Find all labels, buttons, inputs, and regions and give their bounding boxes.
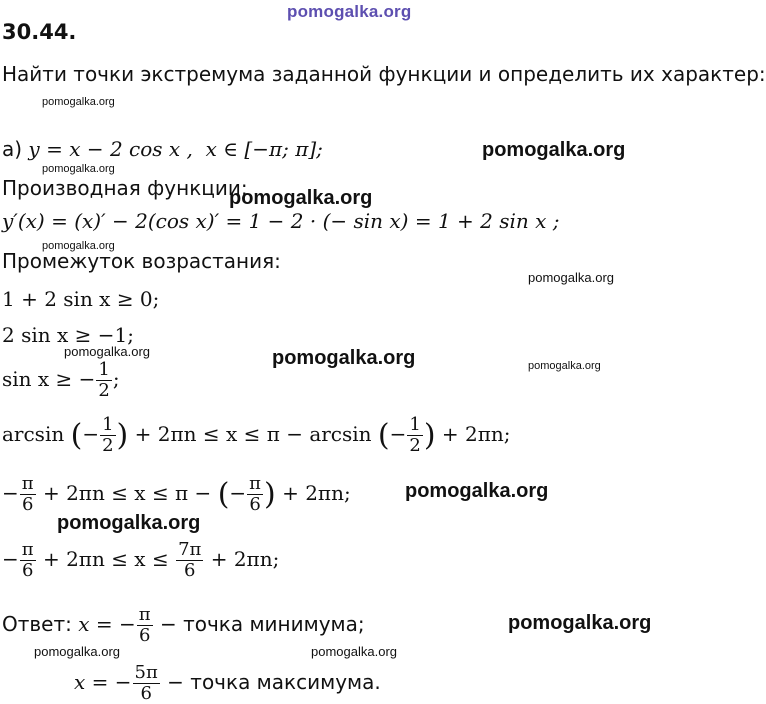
step4-part: + 2πn;: [441, 422, 511, 446]
step5-part: + 2πn;: [282, 481, 351, 505]
fraction: [100, 415, 115, 456]
fraction-denominator: 2: [98, 380, 110, 401]
fraction-numerator: π: [21, 473, 34, 494]
fraction: [137, 605, 153, 646]
watermark-small: pomogalka.org: [42, 96, 115, 108]
fraction: [20, 540, 36, 581]
watermark-top: pomogalka.org: [287, 2, 412, 21]
inequality-step-4: arcsin (− $\frac{1}{2}$ ) + 2πn ≤ x ≤ π − arcsin (− $\frac{1}{2}$ ) + 2πn;: [2, 414, 511, 456]
increase-heading: Промежуток возрастания:: [2, 249, 281, 273]
fraction-denominator: 6: [249, 494, 261, 515]
inequality-step-3: [2, 360, 120, 401]
fraction-numerator: 1: [409, 414, 421, 435]
fraction-numerator: 1: [102, 414, 114, 435]
fraction-denominator: 6: [21, 560, 34, 581]
fraction: [176, 540, 203, 581]
inequality-step-1: 1 + 2 sin x ≥ 0;: [2, 287, 160, 311]
fraction: [407, 415, 422, 456]
part-a-function: [2, 137, 323, 161]
function-domain: x ∈ [−π; π];: [205, 137, 323, 161]
answer-line-2: [74, 663, 381, 704]
answer-x1-text: − точка минимума;: [159, 612, 365, 636]
watermark-large: pomogalka.org: [229, 187, 373, 209]
step6-part: −: [2, 547, 19, 571]
fraction-numerator: π: [249, 473, 262, 494]
derivative-expression: y′(x) = (x)′ − 2(cos x)′ = 1 − 2 · (− sin x) = 1 + 2 sin x ;: [2, 209, 560, 233]
inequality-step-5: − $\frac{\pi}{6}$ + 2πn ≤ x ≤ π − (− $\frac{\pi}{6}$ ) + 2πn;: [2, 473, 351, 515]
step5-part: + 2πn ≤ x ≤ π −: [42, 481, 212, 505]
watermark-large: pomogalka.org: [482, 139, 626, 161]
watermark-large: pomogalka.org: [508, 612, 652, 634]
fraction-numerator: 7π: [178, 539, 202, 560]
answer-label: Ответ:: [2, 612, 72, 636]
fraction: [96, 360, 111, 401]
watermark-small: pomogalka.org: [64, 344, 150, 359]
task-statement: Найти точки экстремума заданной функции и определить их характер:: [2, 62, 766, 86]
fraction: [20, 474, 36, 515]
fraction-denominator: 2: [409, 435, 421, 456]
step6-part: + 2πn;: [210, 547, 280, 571]
step5-part: −: [2, 481, 19, 505]
watermark-small: pomogalka.org: [528, 270, 614, 285]
watermark-small: pomogalka.org: [311, 644, 397, 659]
watermark-large: pomogalka.org: [272, 347, 416, 369]
fraction-denominator: 6: [183, 560, 196, 581]
answer-x1: x = −: [78, 612, 136, 636]
step4-part: arcsin: [2, 422, 65, 446]
watermark-small: pomogalka.org: [34, 644, 120, 659]
inequality-step-2: 2 sin x ≥ −1;: [2, 323, 134, 347]
step3-left: sin x ≥ −: [2, 367, 96, 391]
fraction-denominator: 2: [102, 435, 114, 456]
function-expression: y = x − 2 cos x ,: [28, 137, 193, 161]
watermark-small: pomogalka.org: [528, 360, 601, 372]
answer-x2-text: − точка максимума.: [167, 670, 381, 694]
fraction-denominator: 6: [21, 494, 34, 515]
watermark-small: pomogalka.org: [42, 240, 115, 252]
fraction-denominator: 6: [140, 683, 152, 704]
fraction-numerator: π: [138, 604, 151, 625]
fraction: [133, 663, 160, 704]
step3-end: ;: [112, 367, 120, 391]
fraction-numerator: π: [21, 539, 34, 560]
problem-number: 30.44.: [2, 20, 77, 44]
step6-part: + 2πn ≤ x ≤: [42, 547, 169, 571]
fraction-numerator: 1: [98, 359, 110, 380]
answer-x2: x = −: [74, 670, 132, 694]
derivative-formula: [2, 209, 560, 233]
watermark-small: pomogalka.org: [42, 163, 115, 175]
watermark-large: pomogalka.org: [57, 512, 201, 534]
part-a-marker: а): [2, 137, 23, 161]
inequality-step-6: [2, 540, 279, 581]
watermark-large: pomogalka.org: [405, 480, 549, 502]
fraction-numerator: 5π: [134, 662, 158, 683]
step4-part: + 2πn ≤ x ≤ π − arcsin: [134, 422, 372, 446]
fraction: [247, 474, 263, 515]
fraction-denominator: 6: [138, 625, 151, 646]
answer-line-1: [2, 605, 365, 646]
derivative-heading: Производная функции:: [2, 176, 248, 200]
